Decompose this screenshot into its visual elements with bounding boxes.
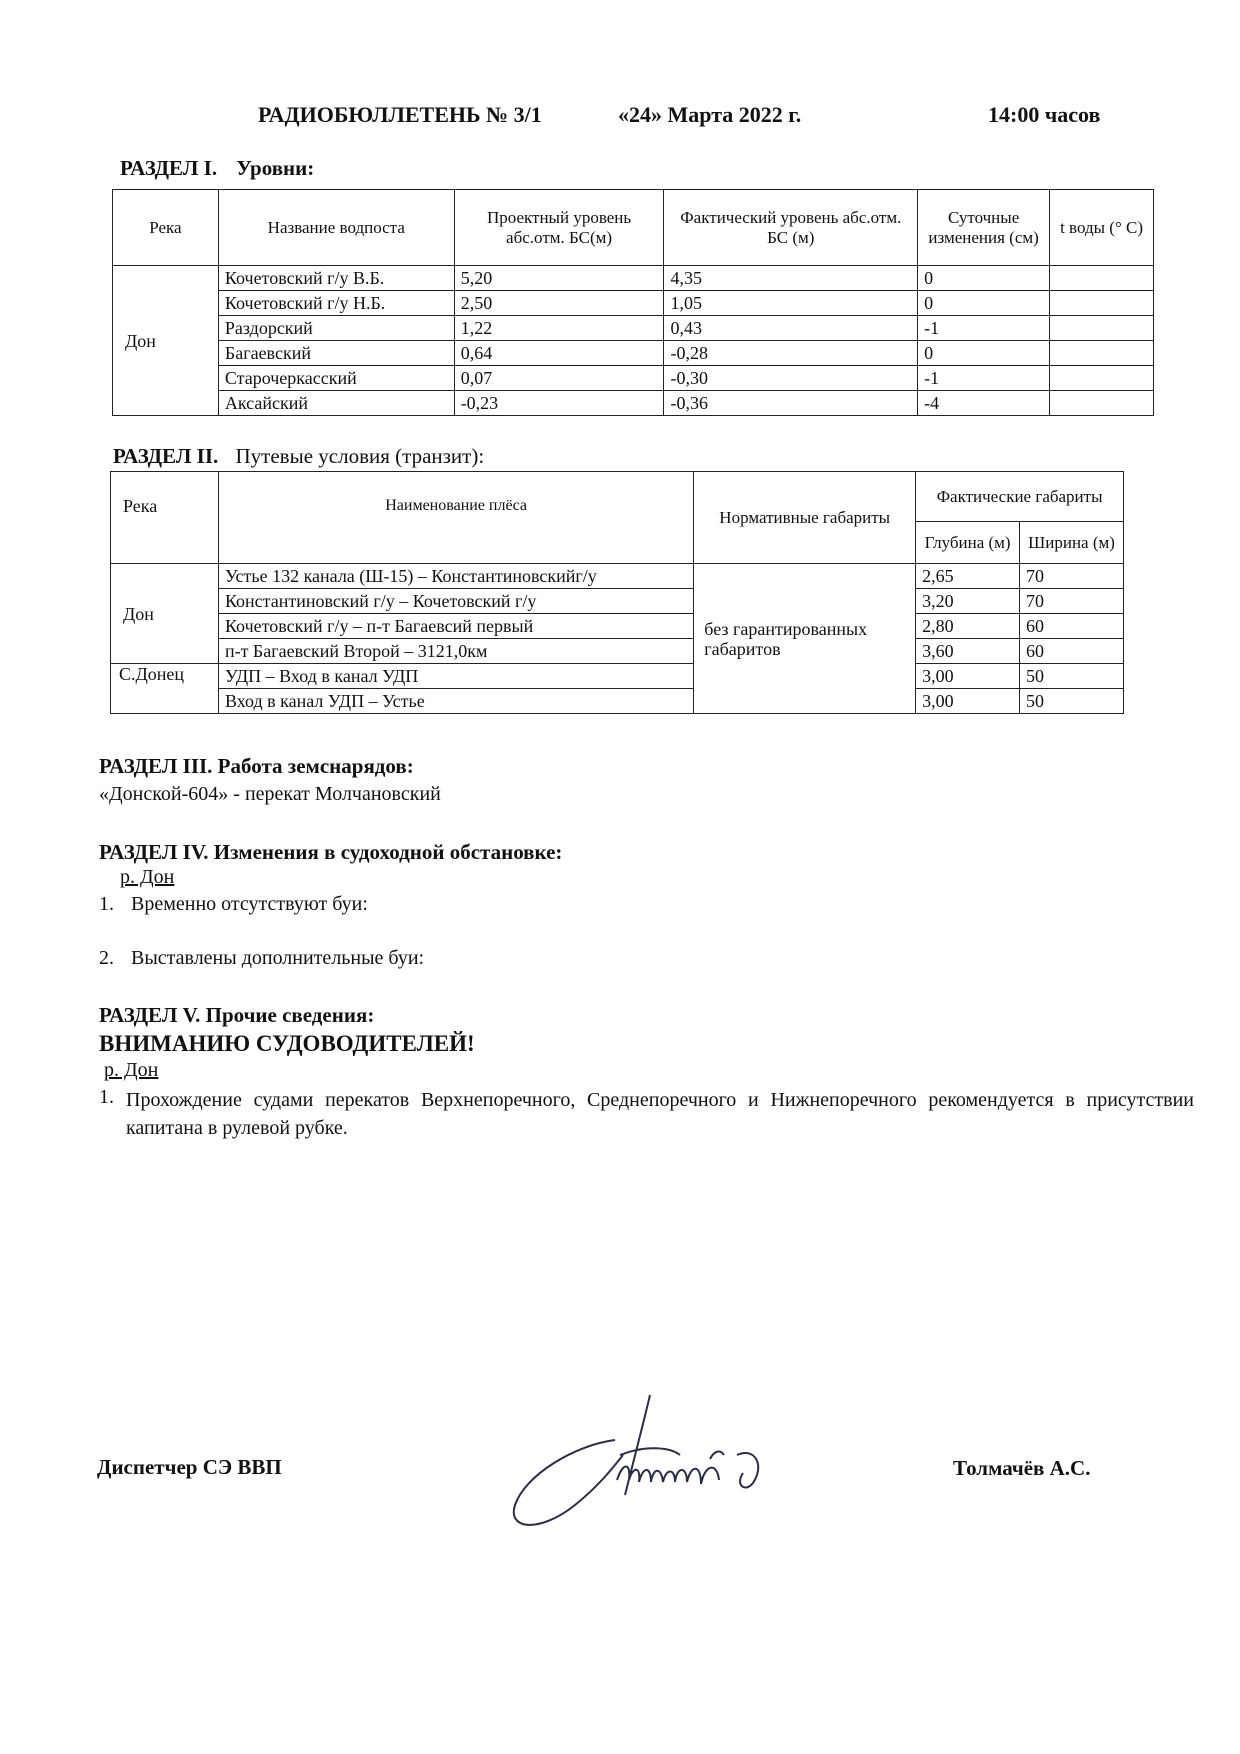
table-row (111, 639, 1124, 664)
normative-cell: без гарантированных габаритов (694, 564, 916, 714)
depth-cell: 3,00 (916, 664, 1020, 689)
station-cell: Раздорский (218, 316, 454, 341)
station-cell: Аксайский (218, 391, 454, 416)
table-row (113, 366, 1154, 391)
temp-cell (1050, 341, 1154, 366)
station-cell: Старочеркасский (218, 366, 454, 391)
section2-heading (113, 444, 484, 469)
route-river-don: Дон (111, 564, 219, 664)
route-river-donets: С.Донец (111, 664, 219, 714)
table-row (113, 291, 1154, 316)
change-cell: -4 (918, 391, 1050, 416)
levels-table (112, 189, 1154, 416)
actual-cell: 0,43 (664, 316, 918, 341)
section4-title: РАЗДЕЛ IV. Изменения в судоходной обстановке: (99, 840, 563, 864)
design-cell: 0,07 (454, 366, 664, 391)
table-row (111, 689, 1124, 714)
design-cell: 0,64 (454, 341, 664, 366)
change-cell: -1 (918, 366, 1050, 391)
width-cell: 70 (1020, 564, 1124, 589)
bulletin-title: РАДИОБЮЛЛЕТЕНЬ № 3/1 (258, 102, 542, 127)
section1-title: РАЗДЕЛ I. (120, 156, 218, 180)
route-header-normative: Нормативные габариты (694, 472, 916, 564)
design-cell: 1,22 (454, 316, 664, 341)
station-cell: Багаевский (218, 341, 454, 366)
route-header-reach: Наименование плёса (218, 472, 693, 564)
station-cell: Кочетовский г/у В.Б. (218, 266, 454, 291)
section2-title: РАЗДЕЛ II. (113, 444, 219, 468)
width-cell: 60 (1020, 614, 1124, 639)
actual-cell: -0,30 (664, 366, 918, 391)
route-header-row (111, 472, 1124, 522)
depth-cell: 2,65 (916, 564, 1020, 589)
temp-cell (1050, 291, 1154, 316)
table-row (113, 266, 1154, 291)
levels-header-temp: t воды (° C) (1050, 190, 1154, 266)
table-row (111, 614, 1124, 639)
bulletin-date: «24» Марта 2022 г. (618, 102, 802, 127)
route-header-depth: Глубина (м) (916, 522, 1020, 564)
dispatcher-name: Толмачёв А.С. (953, 1456, 1091, 1480)
levels-header-river: Река (113, 190, 219, 266)
section3-title: РАЗДЕЛ III. Работа земснарядов: (99, 754, 414, 778)
table-row (111, 564, 1124, 589)
levels-header-station: Название водпоста (218, 190, 454, 266)
section3-text: «Донской-604» - перекат Молчановский (99, 783, 441, 805)
list-item-text: Прохождение судами перекатов Верхнепоречного, Среднепоречного и Нижнепоречного рекомендуется в присутствии капитана в рулевой рубке. (126, 1089, 1194, 1139)
levels-header-design: Проектный уровень абс.отм. БС(м) (454, 190, 664, 266)
list-item-number: 1. (99, 893, 114, 915)
width-cell: 60 (1020, 639, 1124, 664)
levels-header-actual: Фактический уровень абс.отм. БС (м) (664, 190, 918, 266)
width-cell: 50 (1020, 689, 1124, 714)
temp-cell (1050, 366, 1154, 391)
actual-cell: 1,05 (664, 291, 918, 316)
levels-header-change: Суточные изменения (см) (918, 190, 1050, 266)
list-item (99, 947, 424, 970)
reach-cell: Кочетовский г/у – п-т Багаевсий первый (218, 614, 693, 639)
route-header-river: Река (111, 472, 219, 564)
temp-cell (1050, 316, 1154, 341)
reach-cell: Устье 132 канала (Ш-15) – Константиновскийг/у (218, 564, 693, 589)
attention-heading: ВНИМАНИЮ СУДОВОДИТЕЛЕЙ! (99, 1031, 475, 1056)
section4-river: р. Дон (120, 866, 175, 888)
actual-cell: 4,35 (664, 266, 918, 291)
route-header-actual: Фактические габариты (916, 472, 1124, 522)
table-row (113, 391, 1154, 416)
table-row (111, 589, 1124, 614)
dispatcher-position: Диспетчер СЭ ВВП (97, 1455, 282, 1479)
temp-cell (1050, 266, 1154, 291)
list-item-text: Временно отсутствуют буи: (131, 893, 368, 915)
station-cell: Кочетовский г/у Н.Б. (218, 291, 454, 316)
signature-image (505, 1385, 785, 1545)
table-row (111, 664, 1124, 689)
change-cell: 0 (918, 341, 1050, 366)
route-table (110, 471, 1124, 714)
design-cell: 5,20 (454, 266, 664, 291)
design-cell: 2,50 (454, 291, 664, 316)
levels-header-row (113, 190, 1154, 266)
bulletin-time: 14:00 часов (988, 102, 1101, 127)
section1-subtitle: Уровни: (236, 156, 315, 180)
section5-title: РАЗДЕЛ V. Прочие сведения: (99, 1003, 375, 1027)
reach-cell: Константиновский г/у – Кочетовский г/у (218, 589, 693, 614)
levels-river-cell: Дон (113, 266, 219, 416)
depth-cell: 3,00 (916, 689, 1020, 714)
reach-cell: Вход в канал УДП – Устье (218, 689, 693, 714)
list-item-number: 2. (99, 947, 114, 969)
depth-cell: 3,20 (916, 589, 1020, 614)
section5-river: р. Дон (104, 1059, 159, 1081)
section2-subtitle: Путевые условия (транзит): (235, 444, 485, 468)
list-item (99, 1086, 1194, 1142)
section1-heading (120, 156, 314, 181)
change-cell: 0 (918, 266, 1050, 291)
depth-cell: 2,80 (916, 614, 1020, 639)
list-item (99, 893, 368, 916)
reach-cell: УДП – Вход в канал УДП (218, 664, 693, 689)
route-header-width: Ширина (м) (1020, 522, 1124, 564)
design-cell: -0,23 (454, 391, 664, 416)
table-row (113, 316, 1154, 341)
reach-cell: п-т Багаевский Второй – 3121,0км (218, 639, 693, 664)
width-cell: 70 (1020, 589, 1124, 614)
change-cell: 0 (918, 291, 1050, 316)
list-item-text: Выставлены дополнительные буи: (131, 947, 425, 969)
width-cell: 50 (1020, 664, 1124, 689)
change-cell: -1 (918, 316, 1050, 341)
table-row (113, 341, 1154, 366)
actual-cell: -0,28 (664, 341, 918, 366)
actual-cell: -0,36 (664, 391, 918, 416)
temp-cell (1050, 391, 1154, 416)
depth-cell: 3,60 (916, 639, 1020, 664)
list-item-number: 1. (99, 1086, 114, 1108)
